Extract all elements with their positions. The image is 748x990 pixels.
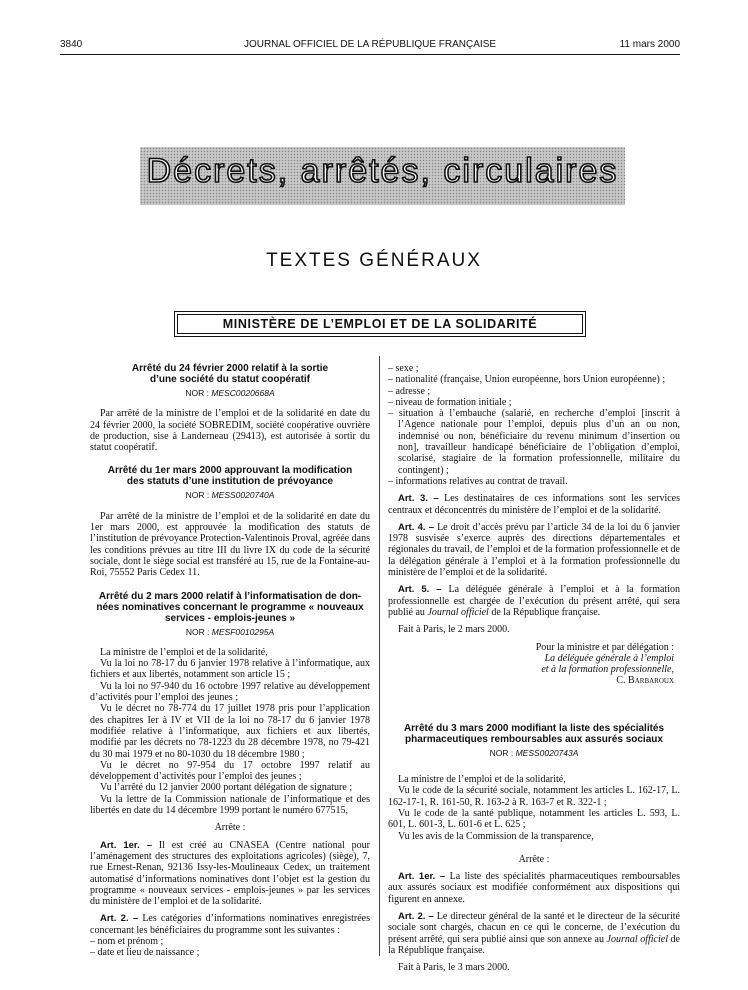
nor-reference [90, 490, 370, 501]
article-number: Art. 2. – [100, 913, 139, 925]
list-item: – niveau de formation initiale ; [388, 396, 512, 408]
article-text: Il est créé au CNASEA (Centre national pour l’aménagement des structures des exploitations agricoles) (siège), 7, rue Ernest-Renan, 92136 Issy-les-Moulineaux Cedex, un traitement automatisé d’informations nominatives dont l’objet est la gestion du programme « nouveaux services - emplois-jeunes » par les services du ministère de l’emploi et de la solidarité. [90, 839, 370, 908]
article-paragraph [90, 913, 370, 936]
ministry-title: MINISTÈRE DE L’EMPLOI ET DE LA SOLIDARITÉ [177, 314, 583, 334]
issue-date: 11 mars 2000 [619, 39, 680, 50]
article-number: Art. 4. – [398, 521, 434, 533]
list-item: – nom et prénom ; [90, 935, 164, 947]
nor-code: MESS0020743A [515, 747, 579, 758]
signature-line [388, 664, 680, 675]
paragraph: Vu la loi no 78-17 du 6 janvier 1978 relative à l’informatique, aux fichiers et aux libertés, notamment son article 15 ; [90, 658, 370, 681]
article-text: de la République française. [388, 933, 680, 956]
article-text: Les catégories d’informations nominatives enregistrées concernant les bénéficiaires du programme sont les suivantes : [90, 913, 370, 936]
paragraph: Vu le code de la santé publique, notamment les articles L. 593, L. 601, L. 601-3, L. 601-6 et L. 625 ; [388, 807, 680, 831]
journal-title: JOURNAL OFFICIEL DE LA RÉPUBLIQUE FRANÇAISE [243, 39, 497, 50]
paragraph: La ministre de l’emploi et de la solidarité, [100, 646, 268, 658]
nor-reference [90, 388, 370, 399]
article-title: Arrêté du 2 mars 2000 relatif à l’informatisation de don- [98, 590, 362, 602]
article-paragraph [90, 840, 370, 908]
article-paragraph [388, 911, 680, 956]
column-divider [379, 356, 380, 956]
paragraph: La ministre de l’emploi et de la solidarité, [398, 774, 566, 786]
signatory: C. Barbaroux [616, 675, 674, 687]
article-text: Le droit d’accès prévu par l’article 34 de la loi du 6 janvier 1978 susvisée s’exerce auprès des directions départementales et régionales du travail, de l’emploi et de la formation professionnelle et de la délégation générale à l’emploi et à la formation professionnelle du ministère de l’emploi et de la solidarité. [388, 521, 680, 579]
nor-label: NOR : [185, 490, 212, 501]
nor-code: MESF0010295A [211, 626, 275, 637]
running-header [60, 39, 680, 53]
article-text: La liste des spécialités pharmaceutiques remboursables aux assurés sociaux est modifiée conformément aux dispositions qui figurent en annexe. [388, 871, 680, 905]
nor-reference [90, 627, 370, 638]
nor-code: MESC0020668A [211, 388, 275, 398]
nor-label: NOR : [185, 388, 212, 398]
list-item: – informations relatives au contrat de travail. [388, 475, 568, 487]
article-paragraph [388, 584, 680, 618]
arrete-heading: Arrête : [518, 853, 550, 865]
banner-title: Décrets, arrêtés, circulaires [146, 152, 619, 190]
article-paragraph [388, 493, 680, 516]
signature-title: et à la formation professionnelle, [541, 664, 674, 676]
article-text: Les destinataires de ces informations sont les services centraux et déconcentrés du ministère de l’emploi et de la solidarité. [388, 493, 680, 516]
article-title: pharmaceutiques remboursables aux assurés sociaux [405, 733, 663, 745]
right-column [388, 363, 680, 973]
list-item: – date et lieu de naissance ; [90, 947, 200, 959]
list-item: – sexe ; [388, 363, 419, 374]
nor-label: NOR : [185, 626, 212, 637]
article-text: Le directeur général de la santé et le directeur de la sécurité sociale sont chargés, chacun en ce qui le concerne, de l’exécution du présent arrêté, qui sera publié ainsi que son annexe au [388, 910, 680, 945]
article-text: La déléguée générale à l’emploi et à la formation professionnelle est chargée de l’exécution du présent arrêté, qui sera publié au [388, 584, 680, 618]
article-paragraph [388, 871, 680, 905]
paragraph: Vu la loi no 97-940 du 16 octobre 1997 relative au développement d’activités pour l’emploi des jeunes ; [90, 680, 370, 704]
article-title: services - emplois-jeunes » [164, 612, 296, 624]
paragraph: Vu le décret no 97-954 du 17 octobre 1997 relatif au développement d’activités pour l’emploi des jeunes ; [90, 759, 370, 783]
paragraph: Par arrêté de la ministre de l’emploi et de la solidarité en date du 24 février 2000, la société SOBREDIM, société coopérative ouvrière de production, sise à Landerneau (29413), est autorisée à sortir du statut coopératif. [90, 408, 370, 454]
paragraph: Vu le code de la sécurité sociale, notamment les articles L. 162-17, L. 162-17-1, R. 161-50, R. 163-2 à R. 163-7 et R. 322-1 ; [388, 785, 680, 808]
paragraph: Vu le décret no 78-774 du 17 juillet 1978 pris pour l’application des chapitres Ier à IV et VII de la loi no 78-17 du 6 janvier 1978 modifiée relative à l’informatique, aux fichiers et aux libertés, modifié par les décrets no 78-1223 du 28 décembre 1978, no 79-421 du 30 mai 1979 et no 80-1030 du 18 décembre 1980 ; [90, 703, 370, 760]
arrete-heading: Arrête : [214, 822, 246, 834]
header-rule [60, 54, 680, 55]
article-paragraph [388, 522, 680, 578]
done-at: Fait à Paris, le 3 mars 2000. [398, 962, 510, 974]
article-title: Arrêté du 1er mars 2000 approuvant la modification [107, 465, 353, 477]
article-number: Art. 1er. – [100, 839, 152, 851]
signature-line: Pour la ministre et par délégation : [535, 641, 674, 653]
article-title: Arrêté du 3 mars 2000 modifiant la liste des spécialités [403, 722, 665, 734]
list-item: – situation à l’embauche (salarié, en recherche d’emploi [inscrit à l’Agence nationale pour l’emploi, depuis plus d’un an ou non, indemnisé ou non, bénéficiaire du revenu minimum d’insertion ou non], travailleur handicapé bénéficiaire de l’obligation d’emploi, scolarisé, stagiaire de la formation professionnelle, militaire du contingent) ; [388, 408, 680, 476]
signature-title: La déléguée générale à l’emploi [544, 652, 674, 664]
nor-code: MESS0020740A [211, 490, 275, 501]
paragraph: Vu l’arrêté du 12 janvier 2000 portant délégation de signature ; [100, 782, 353, 794]
list-item: – adresse ; [388, 385, 431, 397]
article-number: Art. 5. – [398, 584, 442, 596]
journal-reference: Journal officiel [606, 933, 668, 945]
nor-label: NOR : [489, 747, 516, 758]
signature-line [388, 653, 680, 664]
nor-reference [388, 748, 680, 759]
section-title: TEXTES GÉNÉRAUX [266, 250, 482, 271]
left-column [90, 363, 370, 959]
paragraph: Vu la lettre de la Commission nationale de l’informatique et des libertés en date du 14 décembre 1999 portant le numéro 677515, [90, 793, 370, 817]
page-number: 3840 [60, 39, 83, 50]
article-text: de la République française. [488, 606, 601, 618]
done-at: Fait à Paris, le 2 mars 2000. [398, 624, 510, 636]
paragraph: Par arrêté de la ministre de l’emploi et de la solidarité en date du 1er mars 2000, est approuvée la modification des statuts de l’institution de prévoyance Protection-Valentinois Proval, agréée dans les conditions prévues au titre III du livre IX du code de la sécurité sociale, dont le siège social est transféré au 15, rue de la Fontaine-au-Roi, 75552 Paris Cedex 11. [90, 510, 370, 579]
article-title: d’une société du statut coopératif [149, 374, 311, 385]
article-title: Arrêté du 24 février 2000 relatif à la sortie [131, 363, 329, 374]
article-title: nées nominatives concernant le programme « nouveaux [96, 601, 364, 613]
article-number: Art. 3. – [398, 493, 439, 505]
article-number: Art. 2. – [398, 910, 434, 922]
list-item: – nationalité (française, Union européenne, hors Union européenne) ; [388, 374, 666, 386]
signatory-name [388, 675, 680, 686]
paragraph: Vu les avis de la Commission de la transparence, [398, 830, 594, 842]
article-number: Art. 1er. – [398, 871, 446, 883]
article-title: des statuts d’une institution de prévoyance [126, 476, 334, 488]
journal-reference: Journal officiel [427, 606, 489, 618]
